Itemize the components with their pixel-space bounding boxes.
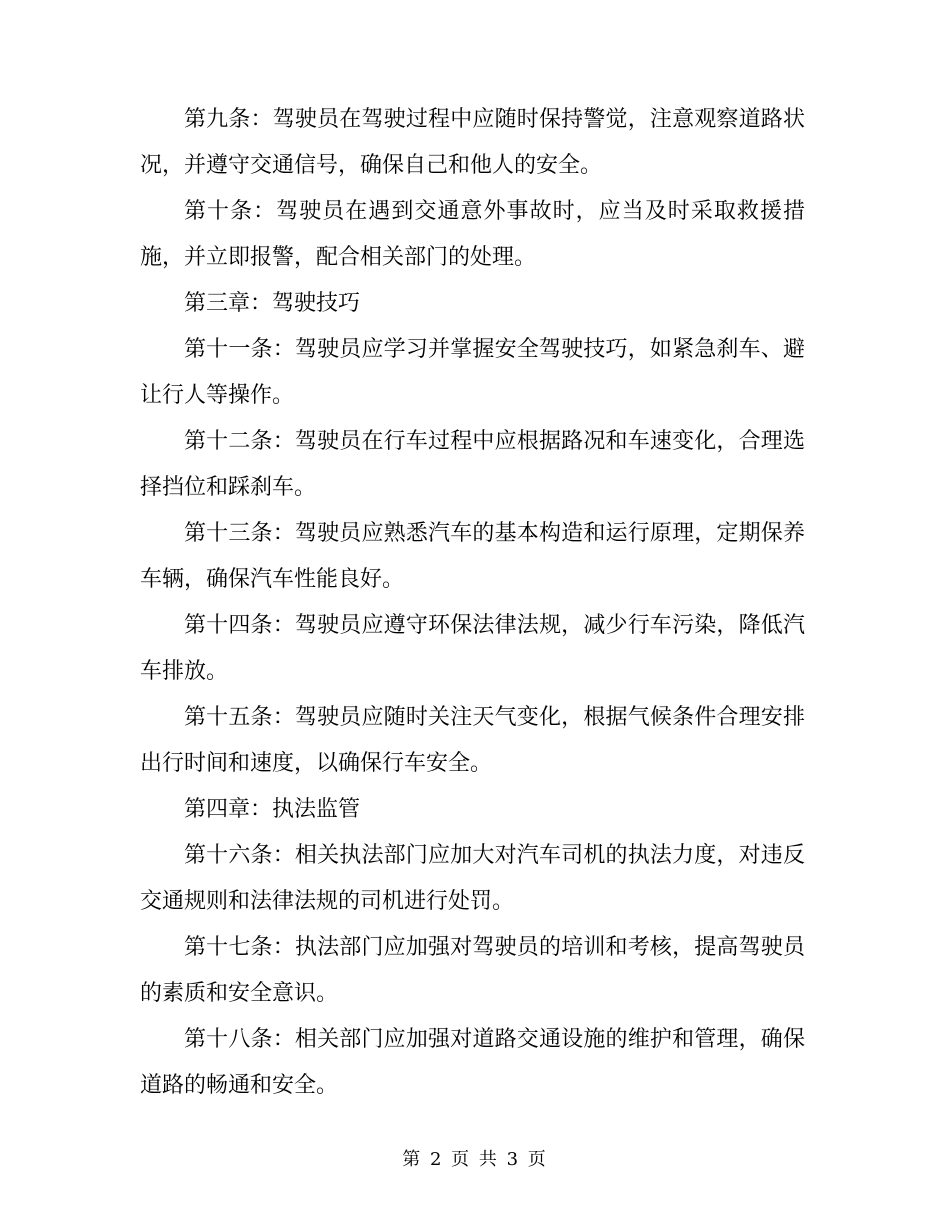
chapter-4-heading: 第四章：执法监管: [184, 797, 361, 822]
article-16: 第十六条：相关执法部门应加大对汽车司机的执法力度，对违反交通规则和法律法规的司机进行处罚。: [140, 843, 805, 914]
article-10: 第十条：驾驶员在遇到交通意外事故时，应当及时采取救援措施，并立即报警，配合相关部门的处理。: [140, 199, 805, 270]
article-9: 第九条：驾驶员在驾驶过程中应随时保持警觉，注意观察道路状况，并遵守交通信号，确保自己和他人的安全。: [140, 107, 805, 178]
article-12: 第十二条：驾驶员在行车过程中应根据路况和车速变化，合理选择挡位和踩刹车。: [140, 429, 805, 500]
article-15: 第十五条：驾驶员应随时关注天气变化，根据气候条件合理安排出行时间和速度，以确保行车安全。: [140, 705, 805, 776]
document-page: [140, 97, 805, 1109]
page-footer: 第 2 页 共 3 页: [402, 1149, 548, 1170]
chapter-3-heading: 第三章：驾驶技巧: [184, 291, 361, 316]
article-13: 第十三条：驾驶员应熟悉汽车的基本构造和运行原理，定期保养车辆，确保汽车性能良好。: [140, 521, 805, 592]
article-18: 第十八条：相关部门应加强对道路交通设施的维护和管理，确保道路的畅通和安全。: [140, 1027, 805, 1098]
article-17: 第十七条：执法部门应加强对驾驶员的培训和考核，提高驾驶员的素质和安全意识。: [140, 935, 805, 1006]
article-14: 第十四条：驾驶员应遵守环保法律法规，减少行车污染，降低汽车排放。: [140, 613, 805, 684]
article-11: 第十一条：驾驶员应学习并掌握安全驾驶技巧，如紧急刹车、避让行人等操作。: [140, 337, 805, 408]
